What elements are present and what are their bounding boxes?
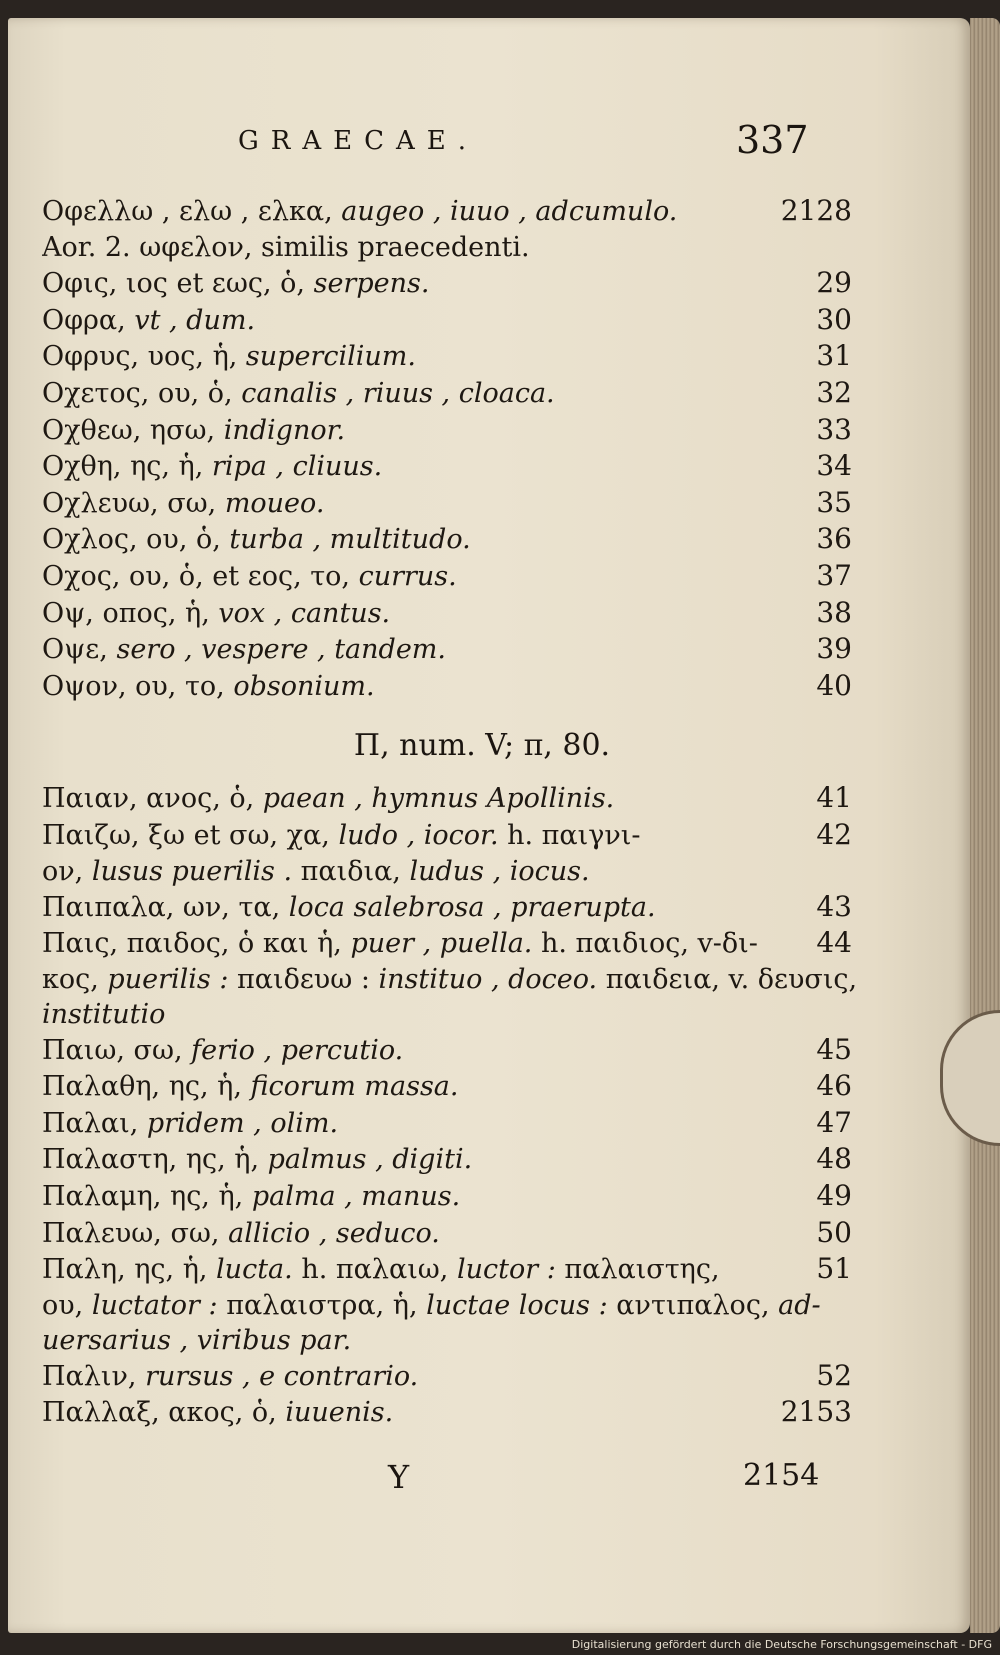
dictionary-entry bbox=[42, 595, 852, 632]
dictionary-entry bbox=[42, 521, 852, 558]
entry-text: Παιπαλα, ων, τα, loca salebrosa , praerupta. bbox=[42, 891, 656, 923]
dictionary-entry bbox=[42, 1215, 852, 1252]
dictionary-entry bbox=[42, 485, 852, 522]
entry-text: Παις, παιδος, ὁ και ἡ, puer , puella. h. παιδιος, v-δι- bbox=[42, 928, 758, 960]
dictionary-entry bbox=[42, 1032, 852, 1069]
entry-number: 38 bbox=[816, 595, 852, 629]
entry-text: Παιω, σω, ferio , percutio. bbox=[42, 1034, 404, 1066]
entry-text: Παλαθη, ης, ἡ, ficorum massa. bbox=[42, 1071, 459, 1103]
entry-text: Aor. 2. ωφελον, similis praecedenti. bbox=[42, 231, 530, 263]
entry-number: 30 bbox=[816, 302, 852, 336]
entry-continuation: ου, luctator : παλαιστρα, ἡ, luctae locus : αντιπαλος, ad- bbox=[42, 1289, 821, 1321]
dictionary-entry bbox=[42, 1105, 852, 1142]
entry-text: Παλευω, σω, allicio , seduco. bbox=[42, 1217, 440, 1249]
dictionary-entry bbox=[42, 631, 852, 668]
entry-number: 31 bbox=[816, 339, 852, 373]
entry-text: Οφρυς, υος, ἡ, supercilium. bbox=[42, 341, 416, 373]
entry-number: 43 bbox=[816, 889, 852, 923]
entry-number: 37 bbox=[816, 558, 852, 592]
page-footer bbox=[8, 1458, 970, 1508]
entry-text: Οχθη, ης, ἡ, ripa , cliuus. bbox=[42, 451, 383, 483]
entry-text: Οχος, ου, ὁ, et εος, το, currus. bbox=[42, 560, 457, 592]
entry-number: 39 bbox=[816, 632, 852, 666]
entry-continuation: ον, lusus puerilis . παιδια, ludus , iocus. bbox=[42, 855, 590, 887]
entry-text: Παιαν, ανος, ὁ, paean , hymnus Apollinis. bbox=[42, 783, 615, 815]
section-heading: Π, num. V; π, 80. bbox=[353, 728, 611, 764]
entry-number: 2153 bbox=[780, 1395, 852, 1429]
dictionary-entry bbox=[42, 780, 852, 817]
entry-number: 36 bbox=[816, 522, 852, 556]
entry-number: 46 bbox=[816, 1069, 852, 1103]
dictionary-entry bbox=[42, 1251, 852, 1288]
entry-text: Οχλος, ου, ὁ, turba , multitudo. bbox=[42, 524, 471, 556]
entry-number: 48 bbox=[816, 1142, 852, 1176]
entry-text: Παλλαξ, ακος, ὁ, iuuenis. bbox=[42, 1397, 394, 1429]
entry-number: 45 bbox=[816, 1032, 852, 1066]
dictionary-entry bbox=[42, 230, 852, 266]
entry-text: Παλαι, pridem , olim. bbox=[42, 1107, 339, 1139]
dictionary-entry bbox=[42, 817, 852, 854]
dictionary-entry bbox=[42, 1394, 852, 1431]
dictionary-entry bbox=[42, 1068, 852, 1105]
entry-number: 47 bbox=[816, 1105, 852, 1139]
entries-pi bbox=[42, 780, 858, 1431]
entry-text: Οψ, οπος, ἡ, vox , cantus. bbox=[42, 597, 391, 629]
entry-number: 42 bbox=[816, 817, 852, 851]
entry-number: 35 bbox=[816, 485, 852, 519]
entry-number: 49 bbox=[816, 1179, 852, 1213]
entry-text: Οχλευω, σω, moueo. bbox=[42, 487, 325, 519]
entry-number: 50 bbox=[816, 1215, 852, 1249]
signature-mark: Y bbox=[388, 1458, 410, 1496]
running-head: GRAECAE. bbox=[238, 126, 479, 156]
entries-omicron bbox=[42, 193, 852, 704]
entry-text: Οφελλω , ελω , ελκα, augeo , iuuo , adcumulo. bbox=[42, 196, 678, 227]
dictionary-entry bbox=[42, 889, 852, 926]
dictionary-entry bbox=[42, 375, 852, 412]
entry-continuation: institutio bbox=[42, 998, 166, 1030]
entry-number: 29 bbox=[816, 266, 852, 300]
page-sheet bbox=[8, 18, 970, 1633]
entry-text: Οψε, sero , vespere , tandem. bbox=[42, 634, 446, 666]
entry-number: 52 bbox=[816, 1358, 852, 1392]
catchword: 2154 bbox=[743, 1458, 820, 1493]
dictionary-entry bbox=[42, 265, 852, 302]
entry-number: 2128 bbox=[780, 194, 852, 227]
entry-text: Οφρα, vt , dum. bbox=[42, 304, 256, 336]
dictionary-entry bbox=[42, 558, 852, 595]
entry-text: Οχετος, ου, ὁ, canalis , riuus , cloaca. bbox=[42, 377, 555, 409]
dictionary-entry bbox=[42, 1178, 852, 1215]
entry-text: Παλαστη, ης, ἡ, palmus , digiti. bbox=[42, 1144, 473, 1176]
dictionary-entries bbox=[42, 193, 858, 1431]
dictionary-entry bbox=[42, 925, 852, 962]
entry-number: 44 bbox=[816, 926, 852, 960]
dictionary-entry bbox=[42, 412, 852, 449]
entry-text: Παλη, ης, ἡ, lucta. h. παλαιω, luctor : παλαιστης, bbox=[42, 1254, 720, 1286]
entry-text: Οψον, ου, το, obsonium. bbox=[42, 670, 375, 702]
entry-continuation: κος, puerilis : παιδευω : instituo , doceo. παιδεια, v. δευσις, bbox=[42, 963, 858, 995]
entry-number: 51 bbox=[816, 1252, 852, 1286]
dictionary-entry bbox=[42, 193, 852, 230]
entry-text: Παλαμη, ης, ἡ, palma , manus. bbox=[42, 1181, 461, 1213]
digitization-credit: Digitalisierung gefördert durch die Deutsche Forschungsgemeinschaft - DFG bbox=[571, 1638, 992, 1651]
dictionary-entry bbox=[42, 1358, 852, 1395]
page-number: 337 bbox=[736, 118, 809, 162]
entry-number: 40 bbox=[816, 668, 852, 702]
entry-text: Οφις, ιος et εως, ὁ, serpens. bbox=[42, 268, 430, 300]
dictionary-entry bbox=[42, 302, 852, 339]
entry-number: 33 bbox=[816, 412, 852, 446]
entry-text: Οχθεω, ησω, indignor. bbox=[42, 414, 346, 446]
dictionary-entry bbox=[42, 1141, 852, 1178]
page-edges bbox=[970, 18, 1000, 1633]
dictionary-entry bbox=[42, 448, 852, 485]
entry-continuation: uersarius , viribus par. bbox=[42, 1324, 352, 1356]
entry-number: 41 bbox=[816, 781, 852, 815]
entry-number: 32 bbox=[816, 375, 852, 409]
entry-text: Παιζω, ξω et σω, χα, ludo , iocor. h. παιγνι- bbox=[42, 819, 641, 851]
dictionary-entry bbox=[42, 338, 852, 375]
entry-number: 34 bbox=[816, 449, 852, 483]
dictionary-entry bbox=[42, 668, 852, 705]
entry-text: Παλιν, rursus , e contrario. bbox=[42, 1360, 419, 1392]
page-header bbox=[8, 118, 970, 168]
